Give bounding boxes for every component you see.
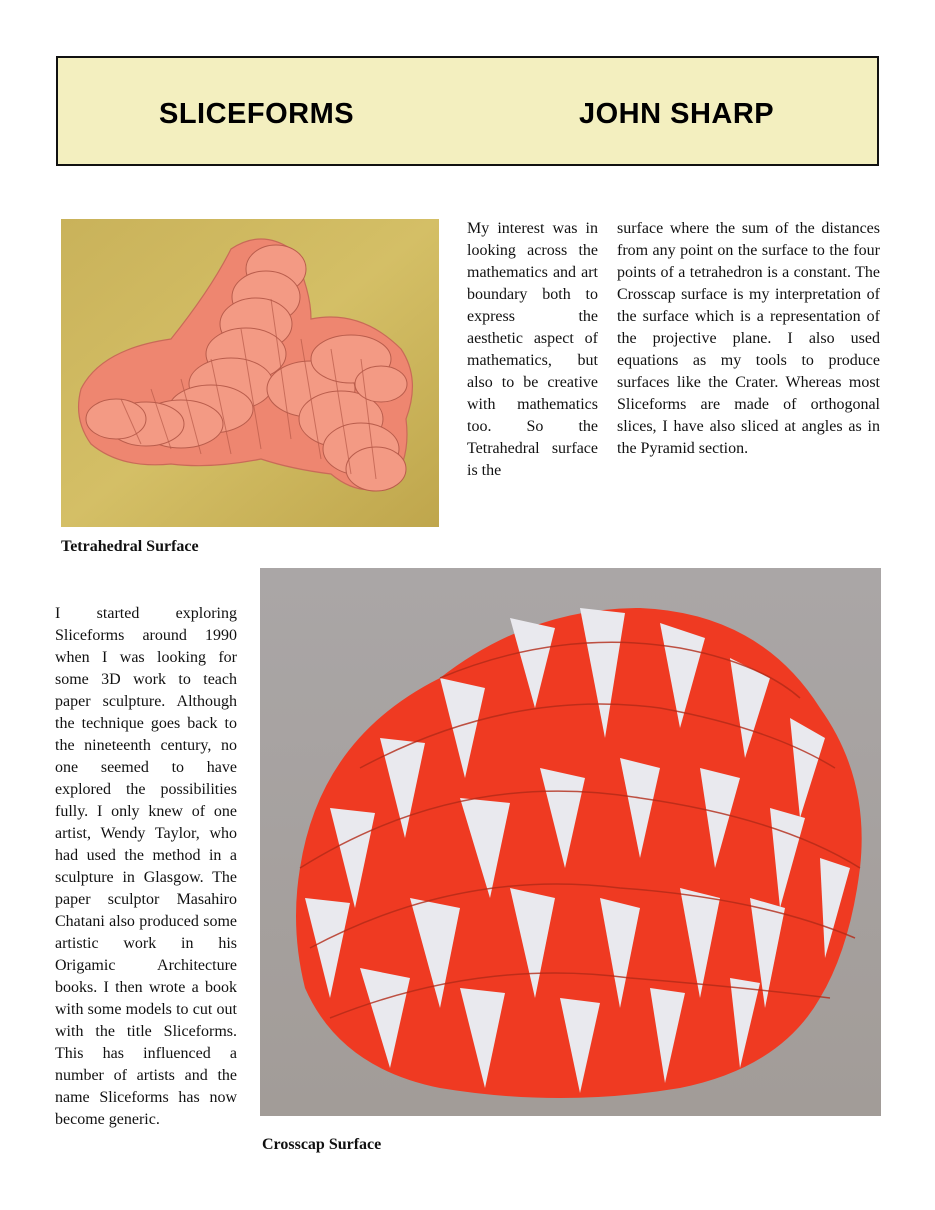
title-banner bbox=[56, 56, 879, 166]
body-column-a: My interest was in looking across the mathematics and art boundary both to express the aesthetic aspect of mathematics, but also to be creative with mathematics too. So the Tetrahedral surface is the bbox=[467, 220, 598, 479]
body-column-c: I started exploring Sliceforms around 1990 when I was looking for some 3D work to teach paper sculpture. Although the technique goes back to the nineteenth century, no one seemed to have explored the possibilities fully. I only knew of one artist, Wendy Taylor, who had used the method in a sculpture in Glasgow. The paper sculptor Masahiro Chatani also produced some artistic work in his Origamic Architecture books. I then wrote a book with some models to cut out with the title Sliceforms. This has influenced a number of artists and the name Sliceforms has now become generic. bbox=[55, 605, 237, 1128]
body-column-b: surface where the sum of the distances from any point on the surface to the four points of a tetrahedron is a constant. The Crosscap surface is my interpretation of the surface which is a representation of the projective plane. I also used equations as my tools to produce surfaces like the Crater. Whereas most Sliceforms are made of orthogonal slices, I have also sliced at angles as in the Pyramid section. bbox=[617, 220, 880, 457]
tetrahedral-caption: Tetrahedral Surface bbox=[61, 538, 199, 555]
crosscap-caption: Crosscap Surface bbox=[262, 1136, 382, 1153]
crosscap-surface-photo bbox=[260, 568, 881, 1116]
tetrahedral-surface-photo bbox=[61, 219, 439, 527]
author-name: JOHN SHARP bbox=[579, 98, 775, 130]
page-title: SLICEFORMS bbox=[159, 98, 355, 130]
